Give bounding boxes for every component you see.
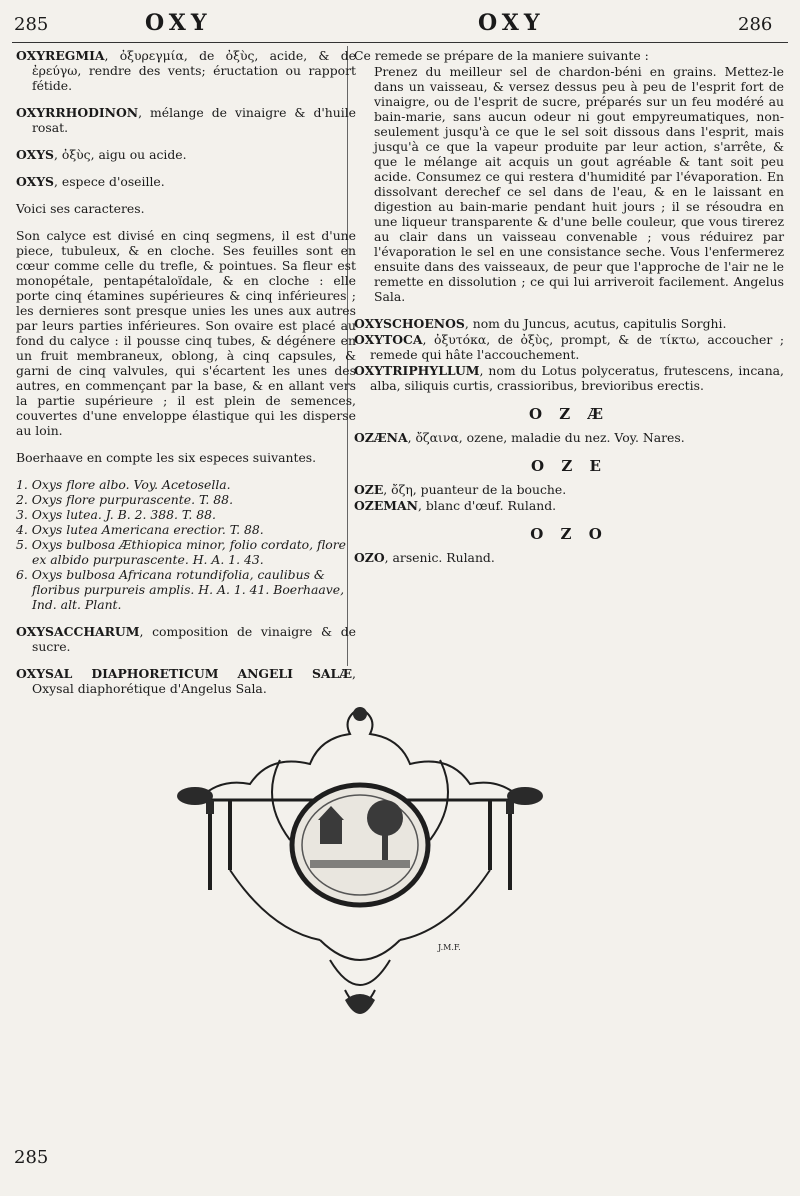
entry-oxys-oseille: OXYS, espece d'oseille. <box>16 174 165 189</box>
section-heading-ozae: O Z Æ <box>529 405 609 423</box>
species-list <box>16 477 356 612</box>
list-item: 2. Oxys flore purpurascente. T. 88. <box>16 492 234 507</box>
right-page-number: 286 <box>738 14 773 35</box>
entry-oze: OZE, ὄζη, puanteur de la bouche. <box>354 482 567 497</box>
entry-oxys-aigu: OXYS, ὀξὺς, aigu ou acide. <box>16 147 187 162</box>
entry-oxytoca: OXYTOCA, ὀξυτόκα, de ὀξὺς, prompt, & de τίκτω, accoucher ; remede qui hâte l'accouchement. <box>354 332 784 362</box>
right-running-head: OXY <box>478 10 545 36</box>
section-heading-ozo: O Z O <box>530 525 608 543</box>
entry-ozaena: OZÆNA, ὄζαινα, ozene, maladie du nez. Voy. Nares. <box>354 430 685 445</box>
section-heading-oze: O Z E <box>531 457 607 475</box>
recipe-intro: Ce remede se prépare de la maniere suivante : <box>354 48 649 63</box>
entry-oxyregmia: OXYREGMIA, ὀξυρεγμία, de ὀξὺς, acide, & de ἐρεύγω, rendre des vents; éructation ou rapport fétide. <box>16 48 356 93</box>
footer-page-number: 285 <box>14 1147 49 1168</box>
list-item: 5. Oxys bulbosa Æthiopica minor, folio cordato, flore ex albido purpurascente. H. A. 1. 43. <box>16 537 346 567</box>
left-running-head: OXY <box>145 10 212 36</box>
right-column <box>354 48 784 577</box>
header-rule <box>12 42 788 43</box>
tailpiece-ornament <box>170 700 550 1030</box>
entry-ozeman: OZEMAN, blanc d'œuf. Ruland. <box>354 498 557 513</box>
list-item: 1. Oxys flore albo. Voy. Acetosella. <box>16 477 231 492</box>
entry-oxysaccharum: OXYSACCHARUM, composition de vinaigre & de sucre. <box>16 624 356 654</box>
entry-ozo: OZO, arsenic. Ruland. <box>354 550 495 565</box>
recipe-text: Prenez du meilleur sel de chardon-béni en grains. Mettez-le dans un vaisseau, & versez dessus peu à peu de l'esprit fort de vinaigre, ou de l'esprit de sucre, préparés sur un feu modéré au bain-marie, sans aucun odeur ni gout empyreumatiques, non-seulement jusqu'à ce que le sel soit dissous dans l'esprit, mais jusqu'à ce que la vapeur produite par leur action, s'arrête, & que le mélange ait acquis un gout agréable & tant soit peu acide. Consumez ce qui restera d'humidité par l'évaporation. En dissolvant derechef ce sel dans de l'eau, & en le laissant en digestion au bain-marie pendant huit jours ; il se résoudra en une liqueur transparente & d'une belle couleur, que vous tirerez au clair dans un vaisseau convenable ; vous réduirez par l'évaporation le sel en une consistance seche. Vous l'enfermerez ensuite dans des vaisseaux, de peur que l'approche de l'air ne le remette en dissolution ; ce qui lui arriveroit facilement. Angelus Sala. <box>374 64 784 304</box>
paragraph-caracteres: Voici ses caracteres. <box>16 201 145 216</box>
entry-oxysal: OXYSAL DIAPHORETICUM ANGELI SALÆ, Oxysal diaphorétique d'Angelus Sala. <box>16 666 356 696</box>
left-page-number: 285 <box>14 14 49 35</box>
entry-oxyrrhodinon: OXYRRHODINON, mélange de vinaigre & d'huile rosat. <box>16 105 356 135</box>
entry-oxyschoenos: OXYSCHOENOS, nom du Juncus, acutus, capitulis Sorghi. <box>354 316 727 331</box>
left-column <box>16 48 356 708</box>
ornament-signature: J.M.F. <box>438 943 461 952</box>
paragraph-description: Son calyce est divisé en cinq segmens, il est d'une piece, tubuleux, & en cloche. Ses feuilles sont en cœur comme celle du trefle, & pointues. Sa fleur est monopétale, pentapétaloïdale, & en cloche : elle porte cinq étamines supérieures & cinq inférieures ; les dernieres sont presque unies les unes aux autres par leurs parties inférieures. Son ovaire est placé au fond du calyce : il pousse cinq tubes, & dégénere en un fruit membraneux, oblong, à cinq capsules, & garni de cinq valvules, qui s'écartent les unes des autres, en commençant par la base, & en allant vers la partie supérieure ; il est plein de semences, couvertes d'une enveloppe élastique qui les disperse au loin. <box>16 228 356 438</box>
list-item: 4. Oxys lutea Americana erectior. T. 88. <box>16 522 264 537</box>
list-item: 6. Oxys bulbosa Africana rotundifolia, caulibus & floribus purpureis amplis. H. A. 1. 41. Boerhaave, Ind. alt. Plant. <box>16 567 345 612</box>
list-item: 3. Oxys lutea. J. B. 2. 388. T. 88. <box>16 507 216 522</box>
paragraph-boerhaave: Boerhaave en compte les six especes suivantes. <box>16 450 317 465</box>
entry-oxytriphyllum: OXYTRIPHYLLUM, nom du Lotus polyceratus, frutescens, incana, alba, siliquis curtis, crassioribus, brevioribus erectis. <box>354 363 784 393</box>
